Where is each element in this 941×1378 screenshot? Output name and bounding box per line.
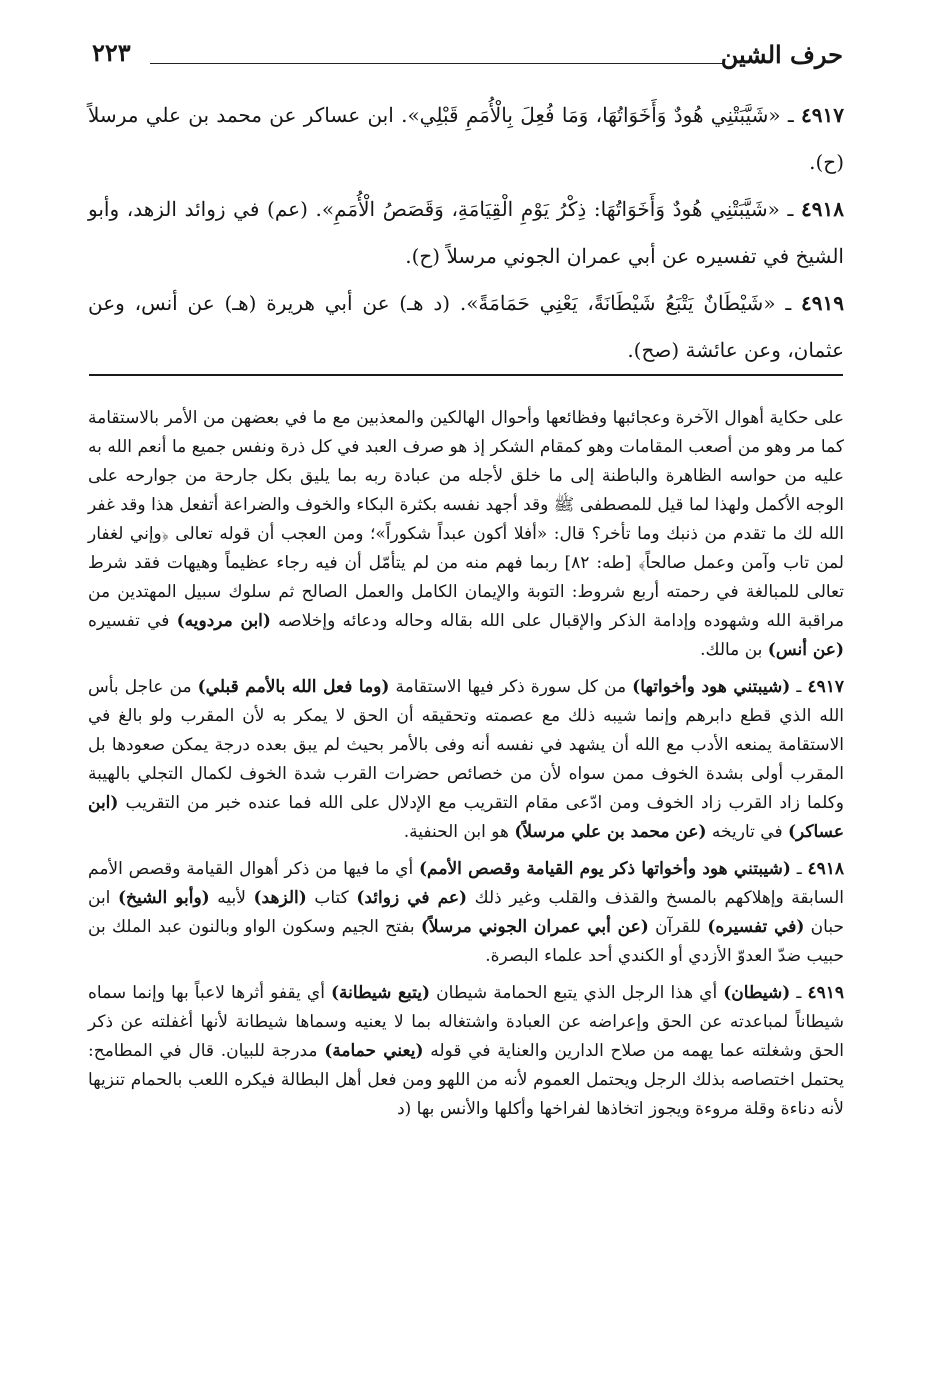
hadith-entry: ٤٩١٧ ـ «شَيَّبَتْنِي هُودٌ وَأَخَوَاتُهَا، وَمَا فُعِلَ بِالْأُمَمِ قَبْلِي». ابن عساكر عن محمد بن علي مرسلاً (ح). — [88, 103, 844, 174]
commentary-text: لأبيه — [209, 888, 254, 908]
commentary-text: بفتح الجيم وسكون الواو وبالنون عبد الملك بن حبيب ضدّ العدوّ الأزدي أو الكندي أحد علماء البصرة. — [88, 917, 844, 966]
hadith-list — [88, 92, 844, 374]
hadith-entry: ٤٩١٨ ـ «شَيَّبَتْنِي هُودٌ وَأَخَوَاتُهَا: ذِكْرُ يَوْمِ الْقِيَامَةِ، وَقَصَصُ الْأُمَمِ». (عم) في زوائد الزهد، وأبو الشيخ في تفسيره عن أبي عمران الجوني مرسلاً (ح). — [88, 197, 844, 268]
hadith-entry: ٤٩١٩ ـ «شَيْطَانٌ يَتْبَعُ شَيْطَانَةً، يَعْنِي حَمَامَةً». (د هـ) عن أبي هريرة (هـ) عن أنس، وعن عثمان، وعن عائشة (صح). — [88, 291, 844, 362]
header-rule — [150, 63, 723, 64]
commentary-number: ٤٩١٩ — [807, 983, 845, 1003]
hadith-number: ٤٩١٨ — [801, 197, 844, 221]
commentary-text: كتاب — [306, 888, 357, 908]
source-reference: (عم في زوائد) — [356, 888, 468, 908]
commentary-text: أي يقفو أثرها لاعباً بها وإنما سماه شيطاناً لمباعدته عن الحق وإعراضه عن العبادة واشتغاله بما لا يعنيه وسماها شيطانة لأنها أغفلته عن ذكر الحق وشغلته عما يهمه من صلاح الدارين والعناية في قوله — [88, 983, 844, 1061]
commentary-text: من كل سورة ذكر فيها الاستقامة — [389, 677, 633, 697]
book-reference: (في تفسيره) — [707, 917, 805, 937]
commentary-text: من عاجل بأس الله الذي قطع دابرهم وإنما شيبه ذلك مع عصمته وتحقيقه أن الحق لا يمكر به لأن المقرب ولو بالغ في الاستقامة يمنعه الأدب مع الله أن يشهد في نفسه أنه وفى بالأمر بحيث لم يبق بعده درجة يمكن صعودها بل المقرب أولى بشدة الخوف ممن سواه لأن من خصائص حضرات القرب شدة الخوف لكمال التجلي بالهيبة وكلما زاد القرب زاد الخوف ومن ادّعى مقام التقريب مع الإدلال على الله فما عنده خبر من التقريب — [88, 677, 844, 813]
running-header — [92, 36, 843, 72]
source-reference: (ابن عساكر) — [88, 793, 844, 842]
commentary-text: ابن حبان — [88, 888, 844, 937]
narrator-reference: (عن أنس) — [767, 640, 844, 660]
commentary — [88, 404, 844, 1132]
commentary-quote: (يعني حمامة) — [324, 1041, 424, 1061]
hadith-text: «شَيَّبَتْنِي هُودٌ وَأَخَوَاتُهَا: ذِكْرُ يَوْمِ الْقِيَامَةِ، وَقَصَصُ الْأُمَمِ». (عم) في زوائد الزهد، وأبو الشيخ في تفسيره عن أبي عمران الجوني مرسلاً (ح). — [88, 197, 844, 268]
hadith-text: «شَيْطَانٌ يَتْبَعُ شَيْطَانَةً، يَعْنِي حَمَامَةً». (د هـ) عن أبي هريرة (هـ) عن أنس، وعن عثمان، وعن عائشة (صح). — [88, 291, 844, 362]
commentary-text: في تاريخه — [706, 822, 788, 842]
commentary-text: للقرآن — [648, 917, 708, 937]
commentary-text: على حكاية أهوال الآخرة وعجائبها وفظائعها وأحوال الهالكين والمعذبين مع ما في بعضهن من الأمر بالاستقامة كما مر وهو من أصعب المقامات وهو كمقام الشكر إذ هو صرف العبد في كل ذرة ونفس جميع ما أنعم الله به عليه من حواسه الظاهرة والباطنة إلى ما خلق لأجله من عبادة ربه بما يليق بكل جارحة من جوارحه على الوجه الأكمل ولهذا لما قيل للمصطفى ﷺ وقد أجهد نفسه بكثرة البكاء والخوف والضراعة أتفعل هذا وقد غفر الله لك ما تقدم من ذنبك وما تأخر؟ قال: «أفلا أكون عبداً شكوراً»؛ ومن العجب أن قوله تعالى ﴿وإني لغفار لمن تاب وآمن وعمل صالحاً﴾ [طه: ٨٢] ربما فهم منه من لم يتأمّل أن فيه رجاء عظيماً وهيهات فقد شرط تعالى للمبالغة في رحمته أربع شروط: التوبة والإيمان الكامل والعمل الصالح ثم سلوك سبيل المهتدين من مراقبة الله وشهوده وإدامة الذكر والإقبال على الله بقاله وحاله ودعائه وإخلاصه — [88, 408, 844, 631]
page-number: ٢٢٣ — [92, 38, 131, 67]
commentary-divider — [89, 374, 843, 376]
commentary-paragraph — [88, 404, 844, 665]
commentary-paragraph: ٤٩١٨ ـ (شيبتني هود وأخواتها ذكر يوم القيامة وقصص الأمم) أي ما فيها من ذكر أهوال القيامة وقصص الأمم السابقة وإهلاكهم بالمسخ والقذف والقلب وغير ذلك (عم في زوائد) كتاب (الزهد) لأبيه (وأبو الشيخ) ابن حبان (في تفسيره) للقرآن (عن أبي عمران الجوني مرسلاً) بفتح الجيم وسكون الواو وبالنون عبد الملك بن حبيب ضدّ العدوّ الأزدي أو الكندي أحد علماء البصرة. — [88, 859, 844, 966]
commentary-text: أي هذا الرجل الذي يتبع الحمامة شيطان — [430, 983, 724, 1003]
narrator-reference: (عن أبي عمران الجوني مرسلاً) — [420, 917, 649, 937]
commentary-text: أي ما فيها من ذكر أهوال القيامة وقصص الأمم السابقة وإهلاكهم بالمسخ والقذف والقلب وغير ذلك — [88, 859, 844, 908]
commentary-number: ٤٩١٧ — [807, 677, 844, 697]
hadith-text: «شَيَّبَتْنِي هُودٌ وَأَخَوَاتُهَا، وَمَا فُعِلَ بِالْأُمَمِ قَبْلِي». ابن عساكر عن محمد بن علي مرسلاً (ح). — [88, 103, 844, 174]
source-reference: (وأبو الشيخ) — [117, 888, 210, 908]
commentary-heading: (شيطان) — [723, 983, 791, 1003]
hadith-number: ٤٩١٧ — [801, 103, 844, 127]
commentary-heading: (شيبتني هود وأخواتها ذكر يوم القيامة وقصص الأمم) — [418, 859, 791, 879]
commentary-text: بن مالك. — [700, 640, 768, 660]
narrator-reference: (عن محمد بن علي مرسلاً) — [514, 822, 707, 842]
commentary-quote: (يتبع شيطانة) — [331, 983, 431, 1003]
commentary-text: في تفسيره — [88, 611, 177, 631]
commentary-paragraph: ٤٩١٧ ـ (شيبتني هود وأخواتها) من كل سورة ذكر فيها الاستقامة (وما فعل الله بالأمم قبلي) من عاجل بأس الله الذي قطع دابرهم وإنما شيبه ذلك مع عصمته وتحقيقه أن الحق لا يمكر به لأن المقرب ولو بالغ في الاستقامة يمنعه الأدب مع الله أن يشهد في نفسه أنه وفى بالأمر بحيث لم يبق بعده درجة يمكن صعودها بل المقرب أولى بشدة الخوف ممن سواه لأن من خصائص حضرات القرب شدة الخوف لكمال التجلي بالهيبة وكلما زاد القرب زاد الخوف ومن ادّعى مقام التقريب مع الإدلال على الله فما عنده خبر من التقريب (ابن عساكر) في تاريخه (عن محمد بن علي مرسلاً) هو ابن الحنفية. — [88, 677, 844, 842]
commentary-text: مدرجة للبيان. قال في المطامح: يحتمل اختصاصه بذلك الرجل ويحتمل العموم لأنه من اللهو ومن فعل أهل البطالة فيكره اللعب بالحمام تنزيها لأنه دناءة وقلة مروءة ويجوز اتخاذها لفراخها وأكلها والأنس بها (د — [88, 1041, 844, 1119]
commentary-quote: (وما فعل الله بالأمم قبلي) — [197, 677, 390, 697]
chapter-title: حرف الشين — [720, 40, 843, 69]
commentary-paragraph: ٤٩١٩ ـ (شيطان) أي هذا الرجل الذي يتبع الحمامة شيطان (يتبع شيطانة) أي يقفو أثرها لاعباً بها وإنما سماه شيطاناً لمباعدته عن الحق وإعراضه عن العبادة واشتغاله بما لا يعنيه وسماها شيطانة لأنها أغفلته عن ذكر الحق وشغلته عما يهمه من صلاح الدارين والعناية في قوله (يعني حمامة) مدرجة للبيان. قال في المطامح: يحتمل اختصاصه بذلك الرجل ويحتمل العموم لأنه من اللهو ومن فعل أهل البطالة فيكره اللعب بالحمام تنزيها لأنه دناءة وقلة مروءة ويجوز اتخاذها لفراخها وأكلها والأنس بها (د — [88, 983, 845, 1119]
commentary-text: هو ابن الحنفية. — [403, 822, 515, 842]
commentary-heading: (شيبتني هود وأخواتها) — [632, 677, 791, 697]
source-reference: (ابن مردويه) — [176, 611, 271, 631]
commentary-number: ٤٩١٨ — [807, 859, 844, 879]
hadith-number: ٤٩١٩ — [801, 291, 844, 315]
book-reference: (الزهد) — [253, 888, 307, 908]
